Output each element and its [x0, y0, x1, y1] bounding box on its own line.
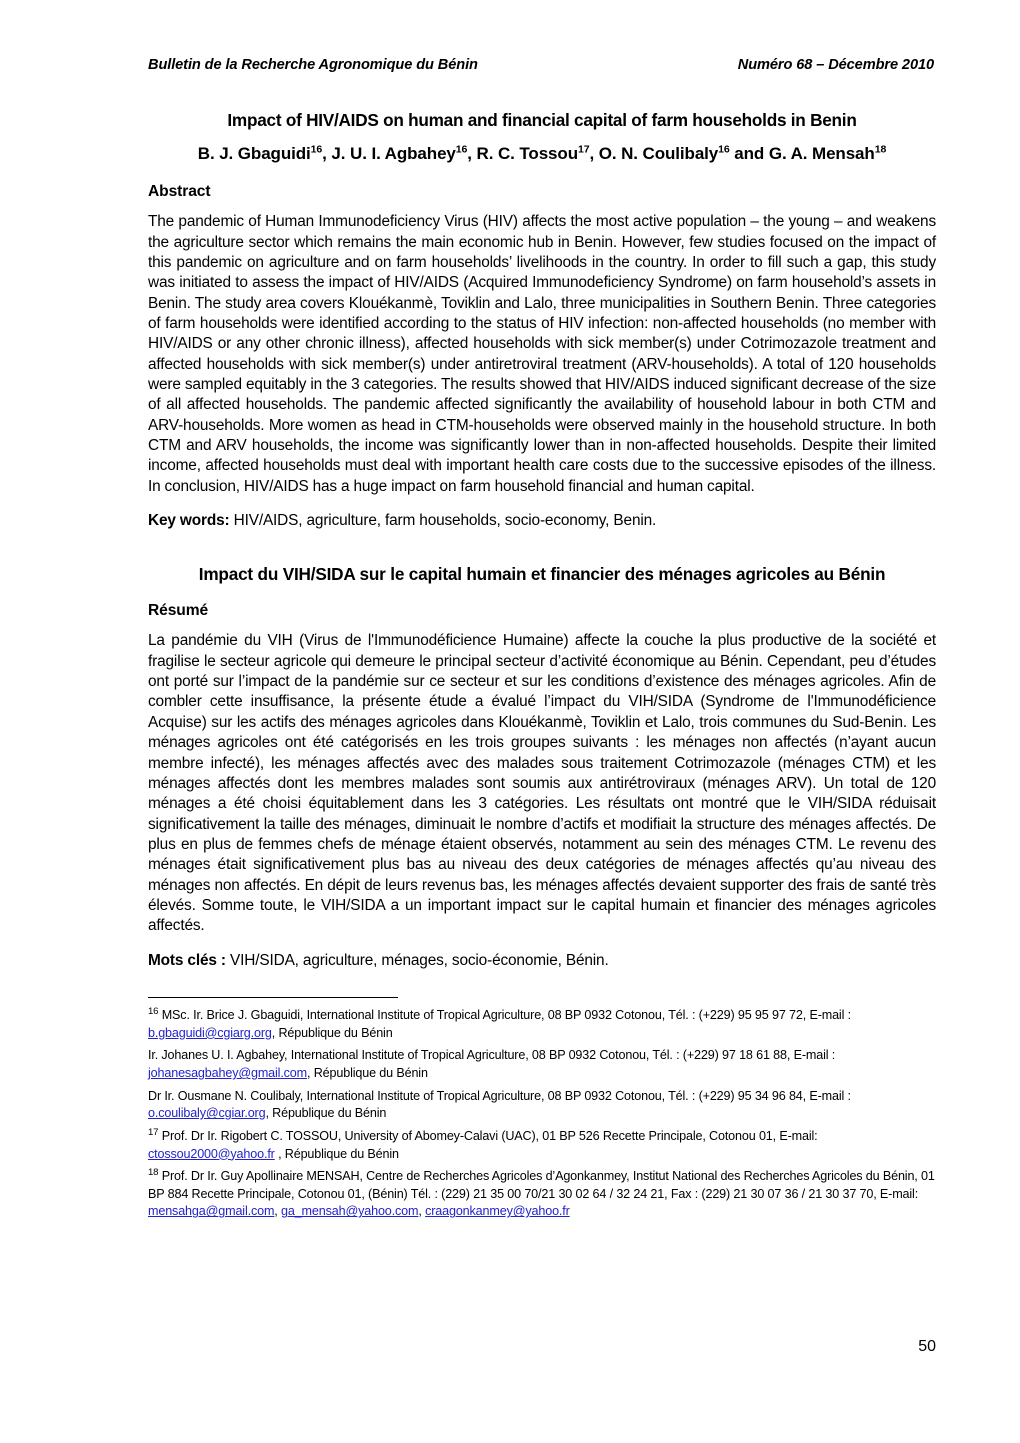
running-head-issue: Numéro 68 – Décembre 2010: [737, 57, 934, 73]
footnote-item: [148, 1128, 936, 1163]
page-title: Impact of HIV/AIDS on human and financial capital of farm households in Benin: [227, 110, 857, 130]
email-link[interactable]: mensahga@gmail.com: [148, 1204, 275, 1219]
footnote-list: [148, 1007, 936, 1221]
footnote-text-tail: , République du Bénin: [307, 1066, 428, 1081]
footnote-item: $^{18}$ Prof. Dr Ir. Guy Apollinaire MENSAH, Centre de Recherches Agricoles d’Agonkanmey, Institut National des Recherches Agricoles du Bénin, 01 BP 884 Recette Principale, Cotonou 01, (Bénin) Tél. : (229) 21 35 00 70/21 30 02 64 / 32 24 21, Fax : (229) 21 30 07 36 / 21 30 37 70, E-mail: mensahga@gmail.com, ga_mensah@yahoo.com, craagonkanmey@yahoo.fr: [148, 1166, 935, 1219]
keywords-en-label: Key words:: [148, 512, 230, 530]
keywords-en-value: HIV/AIDS, agriculture, farm households, socio-economy, Benin.: [233, 512, 657, 530]
footnote-item: [148, 1007, 936, 1042]
email-link[interactable]: ga_mensah@yahoo.com: [281, 1204, 419, 1219]
footnote-text: MSc. Ir. Brice J. Gbaguidi, International Institute of Tropical Agriculture, 08 BP 0932 Cotonou, Tél. : (+229) 95 95 97 72, E-mail :: [161, 1008, 851, 1023]
resume-text: La pandémie du VIH (Virus de l'Immunodéficience Humaine) affecte la couche la plus productive de la société et fragilise le secteur agricole qui demeure le principal secteur d’activité économique au Bénin. Cependant, peu d’études ont porté sur l’impact de la pandémie sur ce secteur et sur les conditions d’existence des ménages agricoles. Afin de combler cette insuffisance, la présente étude a évalué l’impact du VIH/SIDA (Syndrome de l'Immunodéficience Acquise) sur les actifs des ménages agricoles dans Klouékanmè, Toviklin et Lalo, trois communes du Sud-Benin. Les ménages agricoles ont été catégorisés en les trois groupes suivants : les ménages non affectés (n’ayant aucun membre infecté), les ménages affectés avec des malades sous traitement Cotrimozazole (ménages CTM) et les ménages affectés dont les membres malades sont soumis aux antirétroviraux (ménages ARV). Un total de 120 ménages a été choisi équitablement dans les 3 catégories. Les résultats ont montré que le VIH/SIDA réduisait significativement la taille des ménages, diminuait le nombre d’actifs et modifiait la structure des ménages affectés. De plus en plus de femmes chefs de ménage étaient observés, notamment au sein des ménages CTM. Le revenu des ménages était significativement plus bas au niveau des deux catégories de ménages affectés qu’au niveau des ménages non affectés. En dépit de leurs revenus bas, les ménages affectés devaient supporter des frais de santé très élevés. Somme toute, le VIH/SIDA a un important impact sur le capital humain et financier des ménages agricoles affectés.: [148, 632, 936, 935]
footnote-separator: [148, 997, 398, 998]
footnote-text: Prof. Dr Ir. Rigobert C. TOSSOU, University of Abomey-Calavi (UAC), 01 BP 526 Recette Principale, Cotonou 01, E-mail:: [161, 1128, 818, 1143]
footnote-item: [148, 1088, 936, 1123]
footnote-marker: 17: [148, 1126, 159, 1138]
email-link[interactable]: b.gbaguidi@cgiarg.org: [148, 1025, 272, 1040]
footnote-text: Prof. Dr Ir. Guy Apollinaire MENSAH, Centre de Recherches Agricoles d’Agonkanmey, Institut National des Recherches Agricoles du Bénin, 01 BP 884 Recette Principale, Cotonou 01, (Bénin) Tél. : (229) 21 35 00 70/21 30 02 64 / 32 24 21, Fax : (229) 21 30 07 36 / 21 30 37 70, E-mail:: [148, 1169, 935, 1201]
email-link[interactable]: johanesagbahey@gmail.com: [148, 1066, 308, 1081]
footnote-text-tail: , République du Bénin: [274, 1146, 399, 1161]
email-link[interactable]: craagonkanmey@yahoo.fr: [425, 1204, 570, 1219]
abstract-text: The pandemic of Human Immunodeficiency Virus (HIV) affects the most active population – the young – and weakens the agriculture sector which remains the main economic hub in Benin. However, few studies focused on the impact of this pandemic on agriculture and on farm households’ livelihoods in the country. In order to fill such a gap, this study was initiated to assess the impact of HIV/AIDS (Acquired Immunodeficiency Syndrome) on farm household’s assets in Benin. The study area covers Klouékanmè, Toviklin and Lalo, three municipalities in Southern Benin. Three categories of farm households were identified according to the status of HIV infection: non-affected households (no member with HIV/AIDS or any other chronic illness), affected households with sick member(s) under Cotrimozazole treatment and affected households with sick member(s) under antiretroviral treatment (ARV-households). A total of 120 households were sampled equitably in the 3 categories. The results showed that HIV/AIDS induced significant decrease of the size of all affected households. The pandemic affected significantly the availability of household labour in both CTM and ARV-households. More women as head in CTM-households were observed mainly in the household structure. In both CTM and ARV households, the income was significantly lower than in non-affected households. Despite their limited income, affected households must deal with important health care costs due to the successive episodes of the illness. In conclusion, HIV/AIDS has a huge impact on farm household financial and human capital.: [148, 213, 936, 495]
email-link[interactable]: o.coulibaly@cgiar.org: [148, 1106, 266, 1121]
running-head-journal: Bulletin de la Recherche Agronomique du Bénin: [148, 57, 478, 73]
page-content: [148, 0, 936, 1355]
footnote-text-tail: , République du Bénin: [271, 1025, 393, 1040]
running-head: [148, 57, 936, 73]
footnote-item: [148, 1047, 936, 1082]
footnote-text: Ir. Johanes U. I. Agbahey, International Institute of Tropical Agriculture, 08 BP 0932 Cotonou, Tél. : (+229) 97 18 61 88, E-mail :: [148, 1048, 836, 1063]
page-number: 50: [918, 1338, 936, 1355]
email-link[interactable]: ctossou2000@yahoo.fr: [148, 1146, 275, 1161]
keywords-fr-value: VIH/SIDA, agriculture, ménages, socio-économie, Bénin.: [230, 951, 609, 969]
resume-heading: Résumé: [148, 602, 209, 620]
abstract-heading: Abstract: [148, 183, 211, 201]
author-list: B. J. Gbaguidi$^{16}$, J. U. I. Agbahey$^{16}$, R. C. Tossou$^{17}$, O. N. Coulibaly$^{16}$ and G. A. Mensah$^{18}$: [197, 143, 887, 164]
footnote-text: Dr Ir. Ousmane N. Coulibaly, International Institute of Tropical Agriculture, 08 BP 0932 Cotonou, Tél. : (+229) 95 34 96 84, E-mail :: [148, 1088, 851, 1103]
footnote-marker: 16: [148, 1005, 159, 1017]
page-title-french: Impact du VIH/SIDA sur le capital humain et financier des ménages agricoles au Bénin: [198, 563, 886, 584]
keywords-en: [148, 511, 936, 531]
footnote-marker: 18: [148, 1166, 159, 1178]
keywords-fr: [148, 951, 936, 971]
keywords-fr-label: Mots clés :: [148, 951, 226, 969]
footnote-text-tail: , République du Bénin: [265, 1106, 387, 1121]
